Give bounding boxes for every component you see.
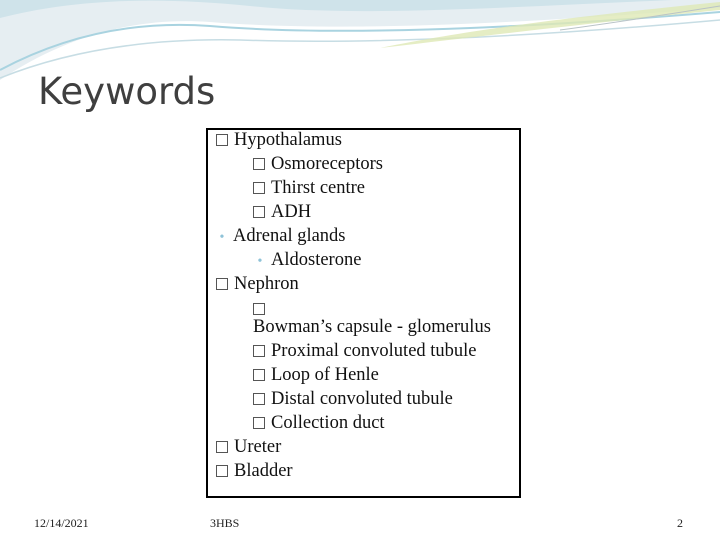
footer-date: 12/14/2021 xyxy=(34,516,89,530)
slide-title: Keywords xyxy=(38,70,216,113)
box-bullet-icon xyxy=(253,417,265,429)
list-item: • Aldosterone xyxy=(251,251,361,271)
box-bullet-icon xyxy=(216,465,228,477)
list-item: Hypothalamus xyxy=(216,131,342,150)
list-item: Nephron xyxy=(216,275,299,294)
box-bullet-icon xyxy=(216,134,228,146)
box-bullet-icon xyxy=(253,303,265,315)
box-bullet-icon xyxy=(216,441,228,453)
list-item: Distal convoluted tubule xyxy=(253,390,453,409)
list-item: ADH xyxy=(253,203,311,222)
list-item: Proximal convoluted tubule xyxy=(253,342,477,361)
box-bullet-icon xyxy=(253,369,265,381)
list-item: Bladder xyxy=(216,462,293,481)
list-item: Loop of Henle xyxy=(253,366,379,385)
box-bullet-icon xyxy=(253,393,265,405)
dot-bullet-icon: • xyxy=(219,230,225,245)
box-bullet-icon xyxy=(253,206,265,218)
list-item: • Adrenal glands xyxy=(213,227,346,247)
list-item: Bowman’s capsule - glomerulus xyxy=(253,299,508,337)
box-bullet-icon xyxy=(216,278,228,290)
list-item: Ureter xyxy=(216,438,281,457)
page-number: 2 xyxy=(677,516,683,530)
dot-bullet-icon: • xyxy=(257,254,263,269)
box-bullet-icon xyxy=(253,158,265,170)
footer-center-text: 3HBS xyxy=(210,516,240,530)
box-bullet-icon xyxy=(253,182,265,194)
box-bullet-icon xyxy=(253,345,265,357)
list-item: Thirst centre xyxy=(253,179,365,198)
list-item: Collection duct xyxy=(253,414,385,433)
list-item: Osmoreceptors xyxy=(253,155,383,174)
